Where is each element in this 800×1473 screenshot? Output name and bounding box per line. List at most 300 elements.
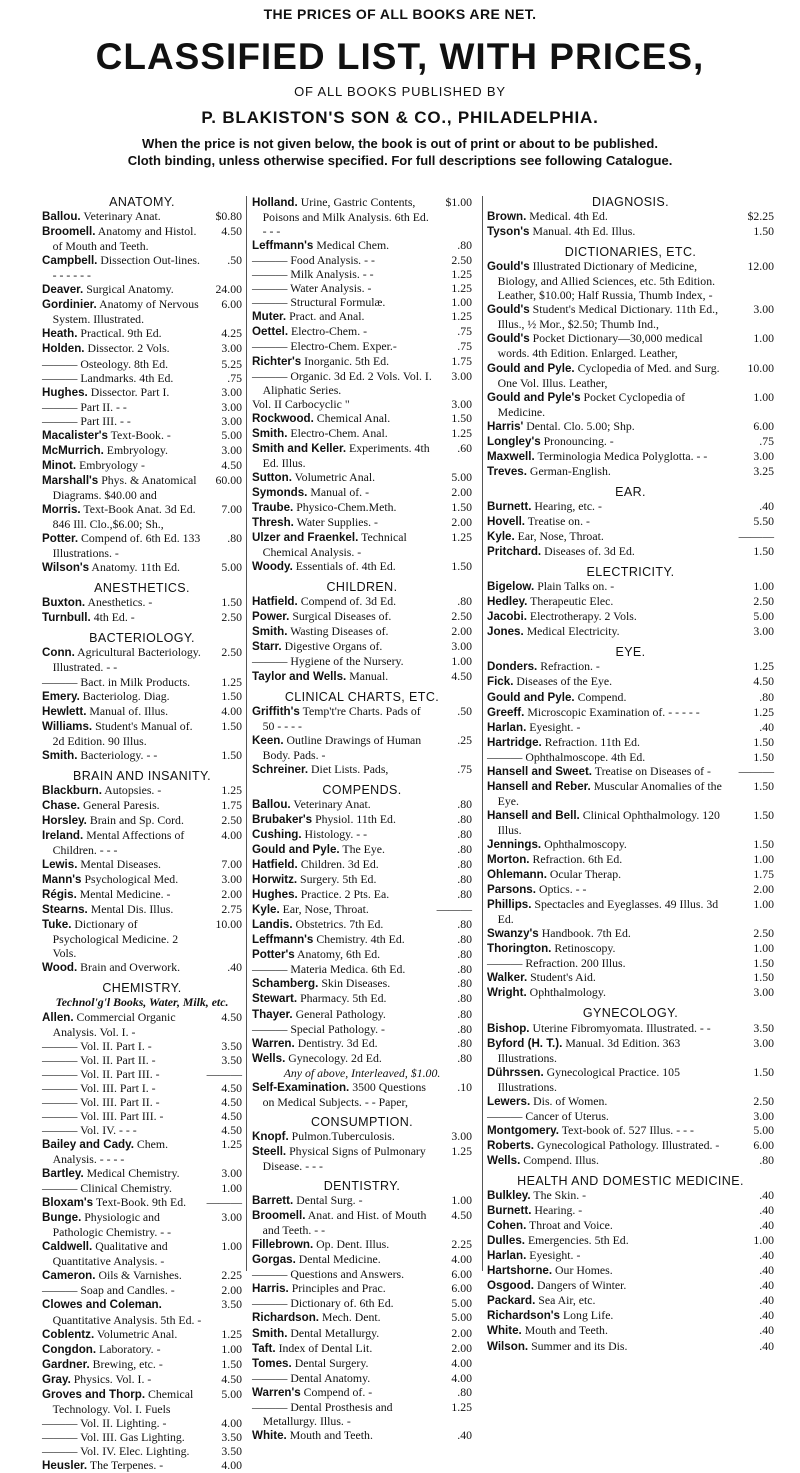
book-title xyxy=(487,1094,734,1109)
book-title xyxy=(252,1400,432,1428)
book-description: Ophthalmology. xyxy=(529,985,606,1000)
book-price: 4.50 xyxy=(221,1371,242,1386)
book-price: 1.25 xyxy=(221,1136,242,1151)
book-entry xyxy=(487,1323,774,1338)
book-entry xyxy=(487,867,774,882)
book-description: Ocular Therap. xyxy=(549,867,622,882)
book-price: .40 xyxy=(759,1203,774,1218)
book-title xyxy=(42,341,202,356)
book-entry xyxy=(42,253,242,282)
book-price: 2.50 xyxy=(753,1093,774,1108)
book-price: 1.00 xyxy=(221,1181,242,1196)
book-price: 3.00 xyxy=(753,985,774,1000)
book-price: 2.00 xyxy=(451,484,472,499)
book-author: Knopf. xyxy=(252,1129,289,1143)
book-entry xyxy=(487,361,774,390)
book-description: Medical Chemistry. xyxy=(86,1166,180,1181)
book-entry xyxy=(42,1081,242,1095)
book-price: 1.00 xyxy=(753,852,774,867)
section-heading: ELECTRICITY. xyxy=(586,565,675,580)
book-title xyxy=(487,735,734,750)
book-price: .40 xyxy=(759,1263,774,1278)
book-entry xyxy=(487,434,774,449)
book-description: Compend. xyxy=(577,689,627,704)
book-author: Phillips. xyxy=(487,898,532,912)
book-description: 4th Ed. - xyxy=(93,610,135,625)
book-price: 5.00 xyxy=(451,469,472,484)
book-title xyxy=(252,609,432,624)
book-price: 1.50 xyxy=(221,595,242,610)
book-description: Surgical Diseases of. xyxy=(292,609,392,624)
book-price: .40 xyxy=(457,1427,472,1442)
book-price: 1.75 xyxy=(753,867,774,882)
book-author: Jennings. xyxy=(487,837,542,851)
book-author: Byford (H. T.). xyxy=(487,1036,563,1050)
book-entry xyxy=(252,1022,472,1036)
book-title xyxy=(42,502,202,531)
book-entry xyxy=(487,970,774,985)
book-price: 4.00 xyxy=(221,1415,242,1430)
book-price: 3.25 xyxy=(753,463,774,478)
book-description: Pronouncing. - xyxy=(543,433,614,448)
column-divider xyxy=(246,196,247,1271)
book-title xyxy=(42,1181,202,1195)
book-price: 1.50 xyxy=(753,1064,774,1079)
book-price: .80 xyxy=(759,1152,774,1167)
book-entry xyxy=(252,947,472,962)
book-price: 1.50 xyxy=(753,956,774,971)
book-description: ——— Special Pathology. - xyxy=(252,1021,385,1036)
book-entry xyxy=(42,1387,242,1416)
book-title xyxy=(42,689,202,704)
book-entry xyxy=(42,1039,242,1053)
book-entry xyxy=(252,295,472,309)
book-price: 1.00 xyxy=(221,1239,242,1254)
section-heading: ANATOMY. xyxy=(109,195,175,209)
book-title xyxy=(252,1385,432,1400)
book-title xyxy=(42,783,202,798)
book-description: ——— Vol. II. Lighting. - xyxy=(42,1415,167,1430)
book-author: Burnett. xyxy=(487,499,532,513)
book-price: .80 xyxy=(457,1384,472,1399)
book-description: Oils & Varnishes. xyxy=(98,1268,182,1283)
book-author: Bunge. xyxy=(42,1211,82,1225)
book-price: 3.00 xyxy=(753,448,774,463)
book-price: 1.50 xyxy=(451,499,472,514)
book-author: Schreiner. xyxy=(252,762,309,776)
book-title xyxy=(42,917,202,960)
book-title xyxy=(487,1263,734,1278)
book-entry xyxy=(42,960,242,975)
book-title xyxy=(487,302,734,331)
book-author: Gould's xyxy=(487,303,530,317)
book-price: .80 xyxy=(759,689,774,704)
book-description: Physico-Chem.Meth. xyxy=(296,499,397,514)
book-author: Morton. xyxy=(487,853,530,867)
book-entry xyxy=(252,812,472,827)
book-entry xyxy=(42,1210,242,1239)
book-entry xyxy=(252,1281,472,1296)
book-price: 1.25 xyxy=(451,267,472,282)
book-entry xyxy=(42,502,242,531)
book-description: Eyesight. - xyxy=(529,1248,581,1263)
book-title xyxy=(42,1166,202,1181)
book-entry xyxy=(252,1341,472,1356)
book-description: Dissector. Part I. xyxy=(90,384,170,399)
book-entry xyxy=(487,852,774,867)
book-author: Hewlett. xyxy=(42,704,87,718)
book-title xyxy=(252,947,432,962)
book-description: Our Homes. xyxy=(555,1263,613,1278)
book-author: Hughes. xyxy=(252,888,298,902)
book-description: Medical. 4th Ed. xyxy=(529,209,608,224)
book-title xyxy=(252,515,432,530)
book-title xyxy=(487,624,734,639)
book-description: Handbook. 7th Ed. xyxy=(541,926,631,941)
book-description: Terminologia Medica Polyglotta. - - xyxy=(537,448,708,463)
book-entry xyxy=(42,1181,242,1195)
book-title xyxy=(487,970,734,985)
book-price: 1.25 xyxy=(221,674,242,689)
book-title xyxy=(487,882,734,897)
book-price: 60.00 xyxy=(215,472,242,487)
book-title xyxy=(252,411,432,426)
book-entry xyxy=(42,473,242,502)
book-price: 5.00 xyxy=(753,1122,774,1137)
book-price: .25 xyxy=(457,732,472,747)
book-price: .80 xyxy=(227,531,242,546)
book-price: 3.00 xyxy=(221,1210,242,1225)
book-description: Anatomy, 6th Ed. xyxy=(297,947,381,962)
book-author: Greeff. xyxy=(487,705,525,719)
book-author: Potter's xyxy=(252,948,295,962)
book-title xyxy=(487,659,734,674)
book-title xyxy=(252,1022,432,1036)
book-author: Coblentz. xyxy=(42,1327,95,1341)
book-title xyxy=(252,1051,432,1066)
book-entry xyxy=(42,610,242,625)
book-entry xyxy=(42,297,242,326)
book-title xyxy=(42,1372,202,1387)
book-author: Ulzer and Fraenkel. xyxy=(252,531,359,545)
book-author: Morris. xyxy=(42,502,81,516)
book-entry xyxy=(487,1188,774,1203)
book-entry xyxy=(252,609,472,624)
book-title xyxy=(42,828,202,857)
pretitle: THE PRICES OF ALL BOOKS ARE NET. xyxy=(263,6,537,22)
book-title xyxy=(42,1039,202,1053)
book-entry xyxy=(252,797,472,812)
book-description: ——— Vol. III. Part II. - xyxy=(42,1094,160,1109)
book-entry xyxy=(252,902,472,917)
book-description: ——— Bact. in Milk Products. xyxy=(42,674,191,689)
book-author: Bloxam's xyxy=(42,1196,94,1210)
book-description: Hearing. - xyxy=(534,1203,583,1218)
book-entry xyxy=(42,458,242,473)
book-author: Gardner. xyxy=(42,1357,90,1371)
book-author: Richardson. xyxy=(252,1311,319,1325)
book-description: Ear, Nose, Throat. xyxy=(517,529,604,544)
book-price: 2.50 xyxy=(221,610,242,625)
book-description: Surgical Anatomy. xyxy=(86,282,174,297)
book-title xyxy=(487,1188,734,1203)
book-price: 1.50 xyxy=(753,807,774,822)
book-price: 2.50 xyxy=(221,645,242,660)
book-title xyxy=(252,530,432,559)
book-title xyxy=(42,1268,202,1283)
book-description: ——— Vol. II. Part I. - xyxy=(42,1038,152,1053)
book-price: 3.00 xyxy=(221,872,242,887)
book-entry xyxy=(42,400,242,414)
book-title xyxy=(42,1430,202,1444)
book-description: Chemical Technology. Vol. I. Fuels xyxy=(52,1386,194,1416)
book-price: .40 xyxy=(759,1248,774,1263)
book-entry xyxy=(42,872,242,887)
book-title xyxy=(487,259,734,302)
book-author: Ireland. xyxy=(42,828,84,842)
book-entry xyxy=(487,544,774,559)
book-author: Hansell and Reber. xyxy=(487,779,591,793)
book-author: Blackburn. xyxy=(42,783,102,797)
book-author: Muter. xyxy=(252,310,287,324)
book-entry xyxy=(487,882,774,897)
catalogue-column-1 xyxy=(42,195,242,1473)
book-description: Pract. and Anal. xyxy=(289,309,365,324)
book-author: Smith. xyxy=(42,748,78,762)
book-title xyxy=(252,309,432,324)
section-heading: COMPENDS. xyxy=(322,782,402,797)
book-description: ——— Refraction. 200 Illus. xyxy=(487,956,626,971)
book-price: .80 xyxy=(457,962,472,977)
book-description: ——— Clinical Chemistry. xyxy=(42,1181,172,1196)
book-entry xyxy=(42,1268,242,1283)
book-author: Bulkley. xyxy=(487,1189,531,1203)
book-description: Ear, Nose, Throat. xyxy=(282,902,369,917)
book-entry xyxy=(252,917,472,932)
book-entry xyxy=(487,764,774,779)
book-title xyxy=(42,1327,202,1342)
book-title xyxy=(252,1296,432,1310)
book-entry xyxy=(252,1144,472,1173)
book-author: Stearns. xyxy=(42,903,88,917)
book-description: Dis. of Women. xyxy=(533,1093,608,1108)
book-price: 3.00 xyxy=(451,368,472,383)
book-title xyxy=(42,1239,202,1268)
book-description: Gynecological Practice. 105 Illustrations. xyxy=(497,1064,680,1094)
book-price: 4.50 xyxy=(221,1122,242,1137)
book-description: Embryology. xyxy=(106,442,168,457)
book-title xyxy=(252,1237,432,1252)
book-title xyxy=(487,941,734,956)
book-title xyxy=(487,720,734,735)
book-author: Harlan. xyxy=(487,720,527,734)
book-entry xyxy=(42,531,242,560)
book-price: 5.00 xyxy=(451,1310,472,1325)
book-author: Fillebrown. xyxy=(252,1238,314,1252)
book-author: Potter. xyxy=(42,532,79,546)
book-price: .40 xyxy=(227,960,242,975)
book-entry xyxy=(252,932,472,947)
book-entry xyxy=(42,1357,242,1372)
book-title xyxy=(42,1109,202,1123)
book-price: 5.50 xyxy=(753,513,774,528)
book-author: Régis. xyxy=(42,888,77,902)
book-entry xyxy=(42,1010,242,1039)
book-price: 1.50 xyxy=(451,559,472,574)
book-title xyxy=(487,1021,734,1036)
book-entry xyxy=(252,827,472,842)
book-title xyxy=(252,267,432,281)
section-heading: DIAGNOSIS. xyxy=(592,195,669,209)
book-price: 6.00 xyxy=(451,1267,472,1282)
book-price: .80 xyxy=(457,932,472,947)
book-description: Pocket Dictionary—30,000 medical words. 4th Edition. Enlarged. Leather, xyxy=(497,331,703,361)
book-price: 1.00 xyxy=(753,1233,774,1248)
book-title xyxy=(487,1065,734,1094)
book-price: 3.00 xyxy=(221,384,242,399)
book-description: Compend of. - xyxy=(303,1384,373,1399)
book-price: 10.00 xyxy=(215,917,242,932)
book-author: Pritchard. xyxy=(487,545,542,559)
book-title xyxy=(252,397,432,411)
book-title xyxy=(252,1267,432,1281)
book-title xyxy=(42,645,202,674)
book-description: ——— Vol. II. Part II. - xyxy=(42,1052,156,1067)
book-author: Tuke. xyxy=(42,918,72,932)
book-description: ——— Questions and Answers. xyxy=(252,1267,405,1282)
book-author: Wells. xyxy=(487,1153,521,1167)
book-title xyxy=(42,902,202,917)
book-price: .80 xyxy=(457,826,472,841)
book-entry xyxy=(42,341,242,356)
book-title xyxy=(252,654,432,668)
book-author: Donders. xyxy=(487,660,538,674)
book-title xyxy=(252,1341,432,1356)
book-description: Student's Manual of. 2d Edition. 90 Illus. xyxy=(52,718,193,748)
book-author: Hedley. xyxy=(487,595,528,609)
book-price: .75 xyxy=(457,761,472,776)
book-entry xyxy=(42,357,242,371)
book-price: 5.00 xyxy=(753,609,774,624)
book-description: Mouth and Teeth. xyxy=(289,1427,373,1442)
book-description: Gynecology. 2d Ed. xyxy=(288,1050,382,1065)
book-price: 2.50 xyxy=(451,253,472,268)
book-author: Wright. xyxy=(487,986,527,1000)
book-description: Anesthetics. - xyxy=(87,595,153,610)
book-description: Experiments. 4th Ed. Illus. xyxy=(262,440,430,470)
book-entry xyxy=(42,887,242,902)
book-entry xyxy=(252,976,472,991)
book-author: Broomell. xyxy=(252,1209,306,1223)
book-title xyxy=(487,449,734,464)
book-title xyxy=(487,529,734,544)
book-entry xyxy=(252,485,472,500)
book-price: .40 xyxy=(759,1323,774,1338)
book-title xyxy=(487,1323,734,1338)
book-price: .40 xyxy=(759,1278,774,1293)
book-description: Compend. Illus. xyxy=(523,1152,599,1167)
book-author: Brown. xyxy=(487,210,527,224)
book-author: Cohen. xyxy=(487,1219,527,1233)
book-description: ——— Dental Anatomy. xyxy=(252,1370,371,1385)
book-description: Manual. xyxy=(349,668,389,683)
book-author: Gould's xyxy=(487,260,530,274)
book-description: Clinical Ophthalmology. 120 Illus. xyxy=(497,807,720,837)
book-title xyxy=(42,748,202,763)
book-title xyxy=(42,400,202,414)
book-description: Anat. and Hist. of Mouth and Teeth. - - xyxy=(262,1208,427,1238)
book-author: Holden. xyxy=(42,342,85,356)
book-description: ——— Ophthalmoscope. 4th Ed. xyxy=(487,749,646,764)
book-entry xyxy=(42,1430,242,1444)
book-price: ——— xyxy=(436,902,472,917)
book-price: 1.50 xyxy=(753,749,774,764)
book-price: 1.50 xyxy=(221,1356,242,1371)
book-entry xyxy=(487,735,774,750)
book-description: Dentistry. 3d Ed. xyxy=(297,1035,378,1050)
book-description: ——— Food Analysis. - - xyxy=(252,253,375,268)
book-title xyxy=(252,1036,432,1051)
book-author: Groves and Thorp. xyxy=(42,1387,146,1401)
book-price: 10.00 xyxy=(747,360,774,375)
book-entry xyxy=(487,594,774,609)
book-entry xyxy=(252,857,472,872)
book-author: Parsons. xyxy=(487,883,536,897)
book-entry xyxy=(487,690,774,705)
book-author: Broomell. xyxy=(42,225,96,239)
section-heading: EYE. xyxy=(615,645,646,660)
book-entry xyxy=(487,419,774,434)
book-entry xyxy=(252,397,472,411)
book-title xyxy=(42,253,202,282)
book-description: Quantitative Analysis. 5th Ed. - xyxy=(52,1312,202,1327)
book-price: 1.50 xyxy=(221,688,242,703)
book-description: General Paresis. xyxy=(82,797,160,812)
book-author: Harlan. xyxy=(487,1249,527,1263)
book-entry xyxy=(487,1263,774,1278)
book-description: Pulmon.Tuberculosis. xyxy=(291,1128,395,1143)
book-title xyxy=(487,1248,734,1263)
book-title xyxy=(42,595,202,610)
book-title xyxy=(252,704,432,733)
book-description: Hearing, etc. - xyxy=(534,498,602,513)
book-price: 5.00 xyxy=(451,1296,472,1311)
book-author: Hatfield. xyxy=(252,595,298,609)
book-price: 4.00 xyxy=(451,1252,472,1267)
book-title xyxy=(252,857,432,872)
book-description: Illustrated Dictionary of Medicine, Biology, and Allied Sciences, etc. 5th Edition. Leather, $10.00; Half Russia, Thumb Index, - xyxy=(497,259,716,303)
book-description: Water Supplies. - xyxy=(296,515,378,530)
book-title xyxy=(252,1356,432,1371)
book-price: 1.00 xyxy=(753,579,774,594)
book-price: .80 xyxy=(457,238,472,253)
book-description: Retinoscopy. xyxy=(554,941,616,956)
book-title xyxy=(252,339,432,353)
book-description: ——— Dental Prosthesis and Metallurgy. Illus. - xyxy=(252,1399,393,1428)
book-title xyxy=(487,464,734,479)
book-description: ——— Milk Analysis. - - xyxy=(252,267,374,282)
section-heading: CHILDREN. xyxy=(326,580,398,595)
book-author: Warren's xyxy=(252,1385,301,1399)
book-description: ——— Osteology. 8th Ed. xyxy=(42,356,169,371)
book-title xyxy=(42,1444,202,1458)
book-description: Plain Talks on. - xyxy=(537,579,615,594)
book-title xyxy=(487,594,734,609)
book-price: ——— xyxy=(206,1195,242,1210)
book-title xyxy=(252,762,432,777)
book-description: Physics. Vol. I. - xyxy=(73,1371,152,1386)
book-entry xyxy=(252,238,472,253)
